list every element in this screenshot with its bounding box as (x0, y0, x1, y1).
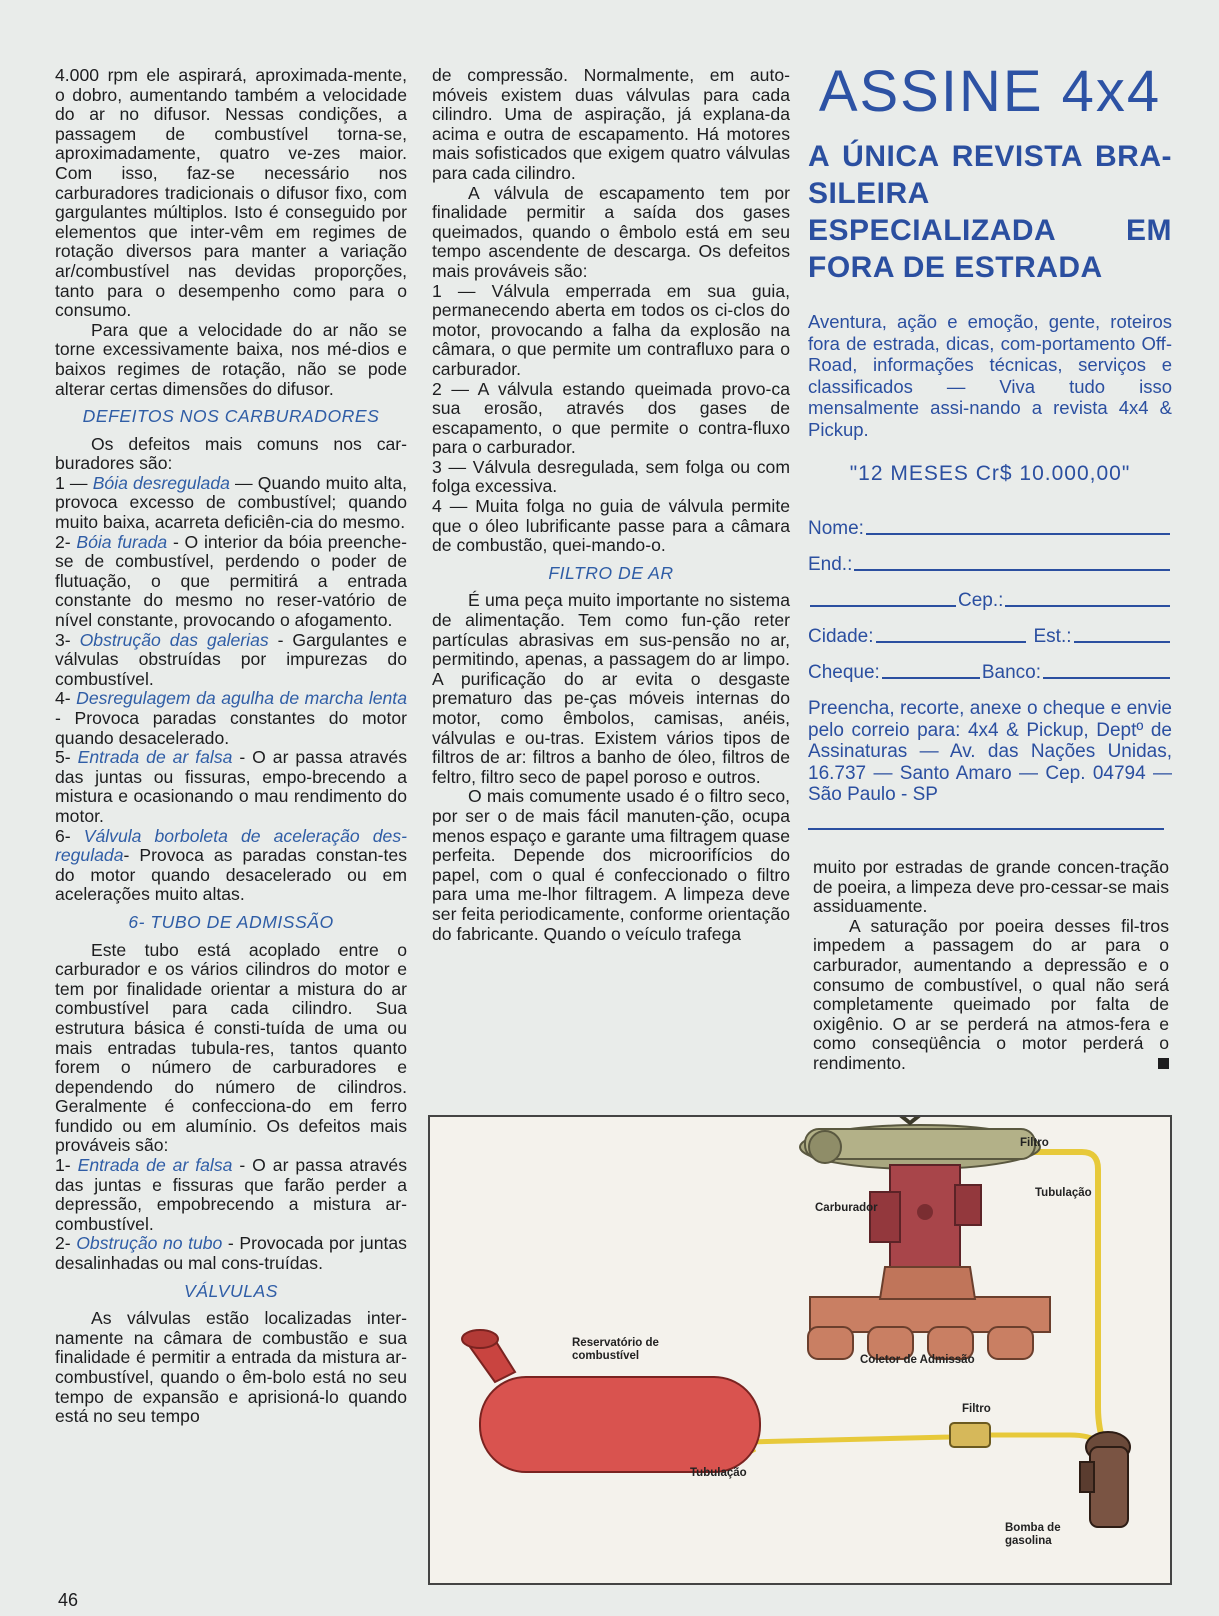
defect-item (55, 827, 407, 905)
ad-subtitle: A ÚNICA REVISTA BRA-SILEIRA ESPECIALIZADA EM FORA DE ESTRADA (808, 140, 1172, 284)
paragraph: 4.000 rpm ele aspirará, aproximada-mente, o dobro, aumentando também a velocidade do ar no difusor. Nessas condições, a passagem de combustível torna-se, aproximadamente, quatro ve-zes maior. Com isso, faz-se necessário nos carburadores tradicionais o difusor fixo, com gargulantes múltiplos. Isto é conseguido por elementos que inter-vêm em regimes de rotação diversos para manter a variação ar/combustível nas devidas proporções, tanto para o desempenho como para o consumo. (55, 65, 407, 321)
nome-field[interactable] (866, 533, 1170, 535)
address-extra-field[interactable] (810, 605, 956, 607)
est-field[interactable] (1074, 641, 1170, 643)
valve-defect-item: 2 — A válvula estando queimada provo-ca sua erosão, através dos gases de escapamento, o que permite o contra-fluxo para o carburador. (432, 378, 790, 458)
label-tubulacao-bottom: Tubulação (690, 1467, 747, 1479)
nome-label: Nome: (808, 518, 864, 539)
label-filtro-mid: Filtro (962, 1403, 991, 1415)
form-row-nome (808, 504, 1172, 540)
defect-item (55, 748, 407, 826)
paragraph: A válvula de escapamento tem por finalidade permitir a saída dos gases queimados, quando o êmbolo está em seu tempo ascendente de descarga. Os defeitos mais prováveis são: (432, 182, 790, 281)
carburetor-shape (870, 1165, 981, 1275)
defect-text: - O interior da bóia preenche-se de combustível, perdendo o poder de flutuação, o que permitirá a entrada constante do mesmo no reser-vatório de nível constante, provocando o afogamento. (55, 531, 407, 631)
cep-label: Cep.: (958, 590, 1004, 611)
defect-item (55, 533, 407, 631)
label-bomba: Bomba de gasolina (1005, 1522, 1061, 1547)
defect-title: Obstrução das galerias (79, 629, 269, 650)
valve-defect-item: 3 — Válvula desregulada, sem folga ou com folga excessiva. (432, 456, 790, 497)
valve-defect-item: 1 — Válvula emperrada em sua guia, permanecendo aberta em todos os ci-clos do motor, provocando a falha da explosão na câmara, o que permite um contrafluxo para o carburador. (432, 280, 790, 379)
defect-text: — Quando muito alta, provoca excesso de combustível; quando muito baixa, acarreta deficiên-cia do mesmo. (55, 472, 407, 533)
section-heading-valvulas: VÁLVULAS (184, 1280, 278, 1301)
defect-text: - Gargulantes e válvulas obstruídas por impurezas do combustível. (55, 629, 407, 689)
banco-label: Banco: (981, 662, 1041, 683)
est-label: Est.: (1033, 626, 1072, 647)
intake-manifold-shape (808, 1267, 1050, 1359)
paragraph: muito por estradas de grande concen-tração de poeira, a limpeza deve pro-cessar-se mais assiduamente. (813, 857, 1169, 917)
page-number: 46 (58, 1590, 79, 1610)
form-row-cep (808, 576, 1172, 612)
subscription-form (808, 504, 1172, 684)
banco-field[interactable] (1043, 677, 1170, 679)
defect-text: - O ar passa através das juntas ou fissuras, empo-brecendo a mistura e ocasionando o mau rendimento do motor. (55, 747, 407, 826)
item-number: 4- (55, 688, 77, 709)
label-tubulacao-right: Tubulação (1035, 1187, 1092, 1199)
paragraph: de compressão. Normalmente, em auto-móveis existem duas válvulas para cada cilindro. Uma de aspiração, já explana-da acima e outra de escapamento. Há motores mais sofisticados que exigem quatro válvulas para cada cilindro. (432, 65, 790, 183)
paragraph-text: A saturação por poeira desses fil-tros impedem a passagem do ar para o carburador, aumentando a depressão e o consumo de combustível, o qual não será completamente queimado por falta de oxigênio. O ar se perderá na atmos-fera e como conseqüência o motor perderá o rendimento. (813, 915, 1169, 1073)
item-number: 1 — (55, 472, 93, 493)
form-row-end (808, 540, 1172, 576)
cidade-label: Cidade: (808, 626, 874, 647)
form-row-cheque (808, 648, 1172, 684)
subscription-ad (808, 60, 1172, 830)
paragraph: As válvulas estão localizadas inter-namente na câmara de combustão e sua finalidade é permitir a entrada da mistura ar-combustível, quando o êm-bolo está no seu tempo de expansão e aprisioná-lo quando está no seu tempo (55, 1308, 407, 1427)
defect-item (55, 689, 407, 748)
defect-item (55, 1156, 407, 1234)
ad-title: ASSINE 4x4 (818, 59, 1162, 124)
section-heading-tubo-admissao: 6- TUBO DE ADMISSÃO (128, 911, 334, 932)
article-column-1 (55, 66, 407, 1427)
cep-field[interactable] (1005, 605, 1170, 607)
end-mark-icon (1158, 1058, 1169, 1069)
article-column-2 (432, 66, 790, 944)
defect-title: Entrada de ar falsa (77, 747, 233, 768)
item-number: 5- (55, 747, 78, 768)
paragraph: Os defeitos mais comuns nos car-buradores são: (55, 433, 407, 474)
defect-title: Entrada de ar falsa (77, 1155, 233, 1176)
defect-title: Obstrução no tubo (76, 1233, 223, 1254)
label-carburador: Carburador (815, 1202, 878, 1214)
defect-title: Bóia furada (76, 531, 168, 552)
defect-title: Desregulagem da agulha de marcha lenta (76, 688, 407, 709)
end-field[interactable] (854, 569, 1170, 571)
ad-instructions: Preencha, recorte, anexe o cheque e envie pelo correio para: 4x4 & Pickup, Deptº de Assinaturas — Av. das Nações Unidas, 16.737 — Santo Amaro — Cep. 04794 — São Paulo - SP (808, 698, 1172, 805)
end-label: End.: (808, 554, 853, 575)
item-number: 2- (55, 531, 77, 552)
item-number: 1- (55, 1155, 78, 1176)
item-number: 6- (55, 825, 84, 846)
paragraph: É uma peça muito importante no sistema de alimentação. Tem como fun-ção reter partículas abrasivas em sus-pensão no ar, permitindo, apenas, a passagem do ar limpo. A purificação do ar evita o desgaste prematuro das pe-ças móveis internas do motor, como êmbolos, camisas, anéis, válvulas e ou-tras. Existem vários tipos de filtros de ar: filtros a banho de óleo, filtros de feltro, filtro seco de papel poroso e outros. (432, 590, 790, 787)
label-coletor: Coletor de Admissão (860, 1354, 975, 1366)
defect-text: - Provocada por juntas desalinhadas ou mal cons-truídas. (55, 1233, 407, 1274)
ad-description: Aventura, ação e emoção, gente, roteiros fora de estrada, dicas, com-portamento Off-Road, informações técnicas, serviços e classificados — Viva tudo isso mensalmente assi-nando a revista 4x4 & Pickup. (808, 311, 1172, 440)
paragraph: Para que a velocidade do ar não se torne excessivamente baixa, nos mé-dios e baixos regimes de rotação, não se pode alterar certas dimensões do difusor. (55, 319, 407, 399)
defect-title: Válvula borboleta de aceleração des-regulada (55, 825, 407, 866)
article-column-3 (813, 858, 1169, 1074)
defect-item (55, 631, 407, 690)
valve-defect-item: 4 — Muita folga no guia de válvula permite que o óleo lubrificante passe para a câmara de combustão, quei-mando-o. (432, 496, 790, 556)
label-filtro-top: Filtro (1020, 1137, 1049, 1149)
defect-text: - Provoca paradas constantes do motor quando desacelerado. (55, 708, 407, 748)
item-number: 2- (55, 1233, 77, 1254)
cidade-field[interactable] (876, 641, 1026, 643)
section-heading-filtro-ar: FILTRO DE AR (548, 562, 674, 583)
ad-price: "12 MESES Cr$ 10.000,00" (849, 462, 1131, 485)
item-number: 3- (55, 629, 80, 650)
fuel-pump-shape (1080, 1432, 1130, 1527)
defect-text: - Provoca as paradas constan-tes do motor quando desacelerado ou em acelerações muito altas. (55, 845, 407, 905)
fuel-line-middle (748, 1435, 1098, 1442)
paragraph: O mais comumente usado é o filtro seco, por ser o de mais fácil manuten-ção, ocupa menos espaço e garante uma filtragem quase perfeita. Depende dos microorifícios do papel, com o qual é confeccionado o filtro para uma me-lhor filtragem. A limpeza deve ser feita periodicamente, conforme orientação do fabricante. Quando o veículo trafega (432, 786, 790, 944)
defect-item (55, 474, 407, 533)
cheque-label: Cheque: (808, 662, 880, 683)
fuel-system-diagram (428, 1115, 1172, 1585)
section-heading-defeitos-carburadores: DEFEITOS NOS CARBURADORES (82, 406, 380, 427)
cut-line-divider (808, 828, 1164, 830)
inline-filter-shape (950, 1423, 990, 1447)
label-reservatorio: Reservatório de combustível (572, 1337, 659, 1362)
form-row-cidade (808, 612, 1172, 648)
cheque-field[interactable] (882, 677, 980, 679)
defect-item (55, 1234, 407, 1273)
paragraph: Este tubo está acoplado entre o carburador e os vários cilindros do motor e tem por finalidade orientar a mistura do ar combustível para cada cilindro. Sua estrutura básica é consti-tuída de uma ou mais entradas tubula-res, tantos quanto forem o número de carburadores e dependendo do número de cilindros. Geralmente é confecciona-do em ferro fundido ou em alumínio. Os defeitos mais prováveis são: (55, 939, 407, 1156)
air-filter-shape (800, 1117, 1040, 1169)
paragraph (813, 917, 1169, 1074)
defect-title: Bóia desregulada (92, 472, 230, 493)
defect-text: - O ar passa através das juntas e fissuras que farão perder a depressão, empobrecendo a mistura ar-combustível. (55, 1155, 407, 1234)
